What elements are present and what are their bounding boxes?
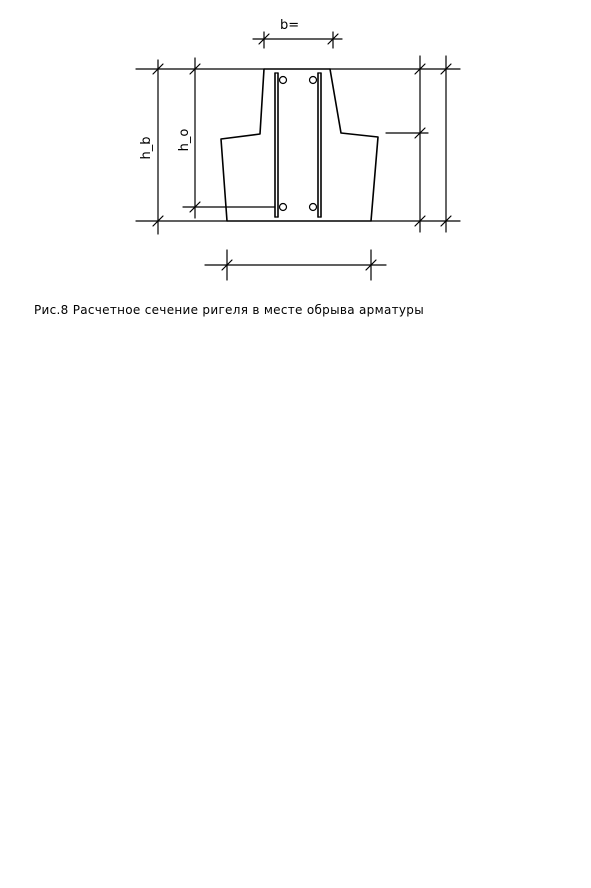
label-h0: h_o	[177, 128, 192, 152]
label-b: b=	[280, 18, 300, 33]
dimension-bottom	[205, 250, 386, 280]
bar-end-circle	[280, 77, 287, 84]
rebar-left	[275, 73, 278, 217]
bar-end-circle	[280, 204, 287, 211]
dimension-right	[330, 56, 460, 232]
label-hb: h_b	[139, 136, 154, 160]
dimension-hb	[136, 60, 264, 234]
bar-end-circle	[310, 77, 317, 84]
dimension-b	[253, 32, 342, 48]
figure-caption: Рис.8 Расчетное сечение ригеля в месте обрыва арматуры	[34, 303, 424, 317]
beam-section-outline	[221, 69, 378, 221]
bar-end-circle	[310, 204, 317, 211]
rebar-right	[318, 73, 321, 217]
